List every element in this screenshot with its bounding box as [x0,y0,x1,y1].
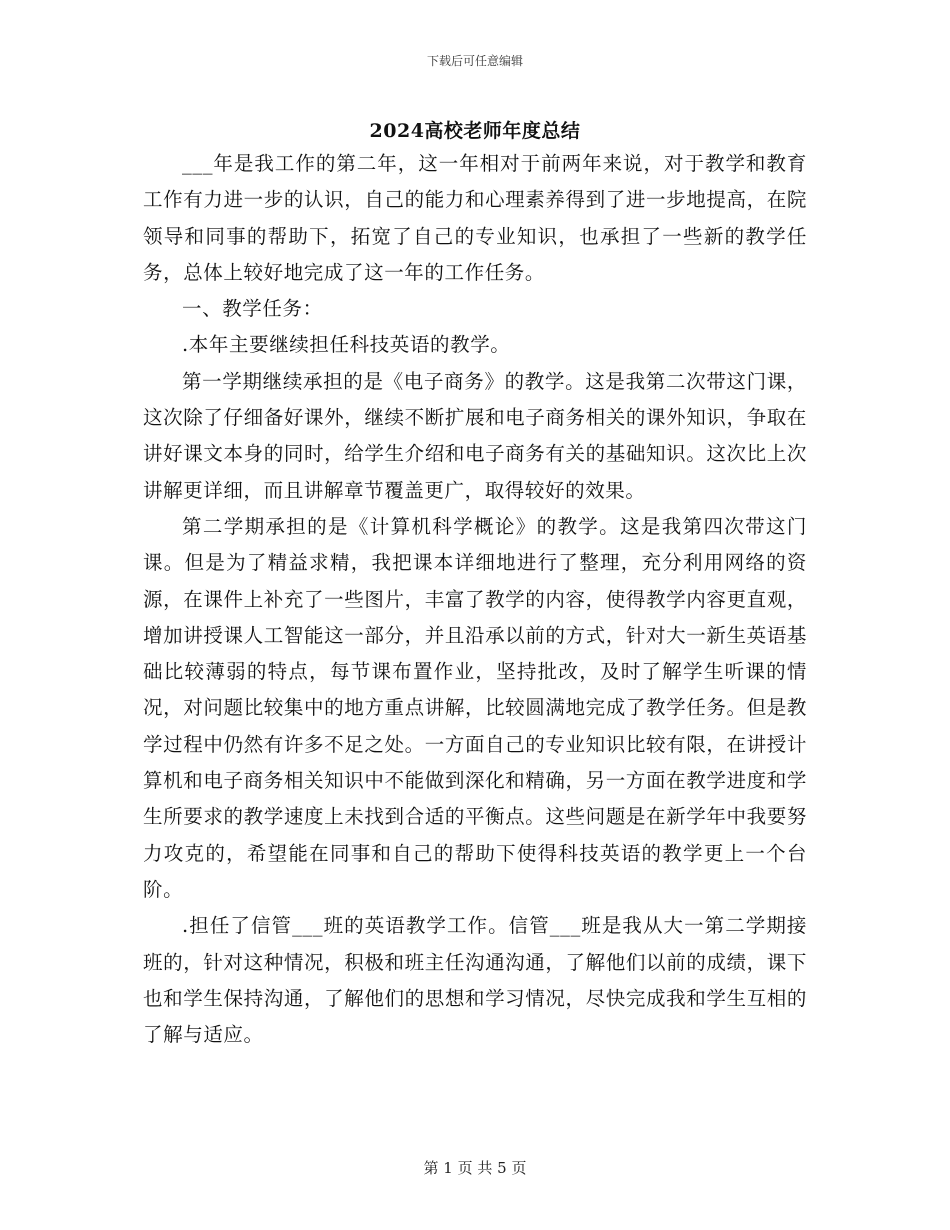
document-body [143,146,807,1053]
page-number-footer: 第 1 页 共 5 页 [423,1159,527,1177]
page-header-note: 下载后可任意编辑 [426,54,523,68]
document-title: 2024高校老师年度总结 [369,120,581,142]
paragraph-item-1: .本年主要继续担任科技英语的教学。 [182,333,511,357]
paragraph-semester-2: 第二学期承担的是《计算机科学概论》的教学。这是我第四次带这门课。但是为了精益求精，我把课本详细地进行了整理，充分利用网络的资源，在课件上补充了一些图片，丰富了教学的内容，使得教学内容更直观，增加讲授课人工智能这一部分，并且沿承以前的方式，针对大一新生英语基础比较薄弱的特点，每节课布置作业，坚持批改，及时了解学生听课的情况，对问题比较集中的地方重点讲解，比较圆满地完成了教学任务。但是教学过程中仍然有许多不足之处。一方面自己的专业知识比较有限，在讲授计算机和电子商务相关知识中不能做到深化和精确，另一方面在教学进度和学生所要求的教学速度上未找到合适的平衡点。这些问题是在新学年中我要努力攻克的，希望能在同事和自己的帮助下使得科技英语的教学更上一个台阶。 [143,514,807,901]
section-heading-teaching-tasks: 一、教学任务： [182,297,323,321]
paragraph-semester-1: 第一学期继续承担的是《电子商务》的教学。这是我第二次带这门课，这次除了仔细备好课外，继续不断扩展和电子商务相关的课外知识，争取在讲好课文本身的同时，给学生介绍和电子商务有关的基础知识。这次比上次讲解更详细，而且讲解章节覆盖更广，取得较好的效果。 [143,369,807,502]
paragraph-intro: ___年是我工作的第二年，这一年相对于前两年来说，对于教学和教育工作有力进一步的认识，自己的能力和心理素养得到了进一步地提高，在院领导和同事的帮助下，拓宽了自己的专业知识，也承担了一些新的教学任务，总体上较好地完成了这一年的工作任务。 [143,152,807,284]
paragraph-item-2: .担任了信管___班的英语教学工作。信管___班是我从大一第二学期接班的，针对这种情况，积极和班主任沟通沟通，了解他们以前的成绩，课下也和学生保持沟通，了解他们的思想和学习情况，尽快完成我和学生互相的了解与适应。 [143,914,807,1047]
